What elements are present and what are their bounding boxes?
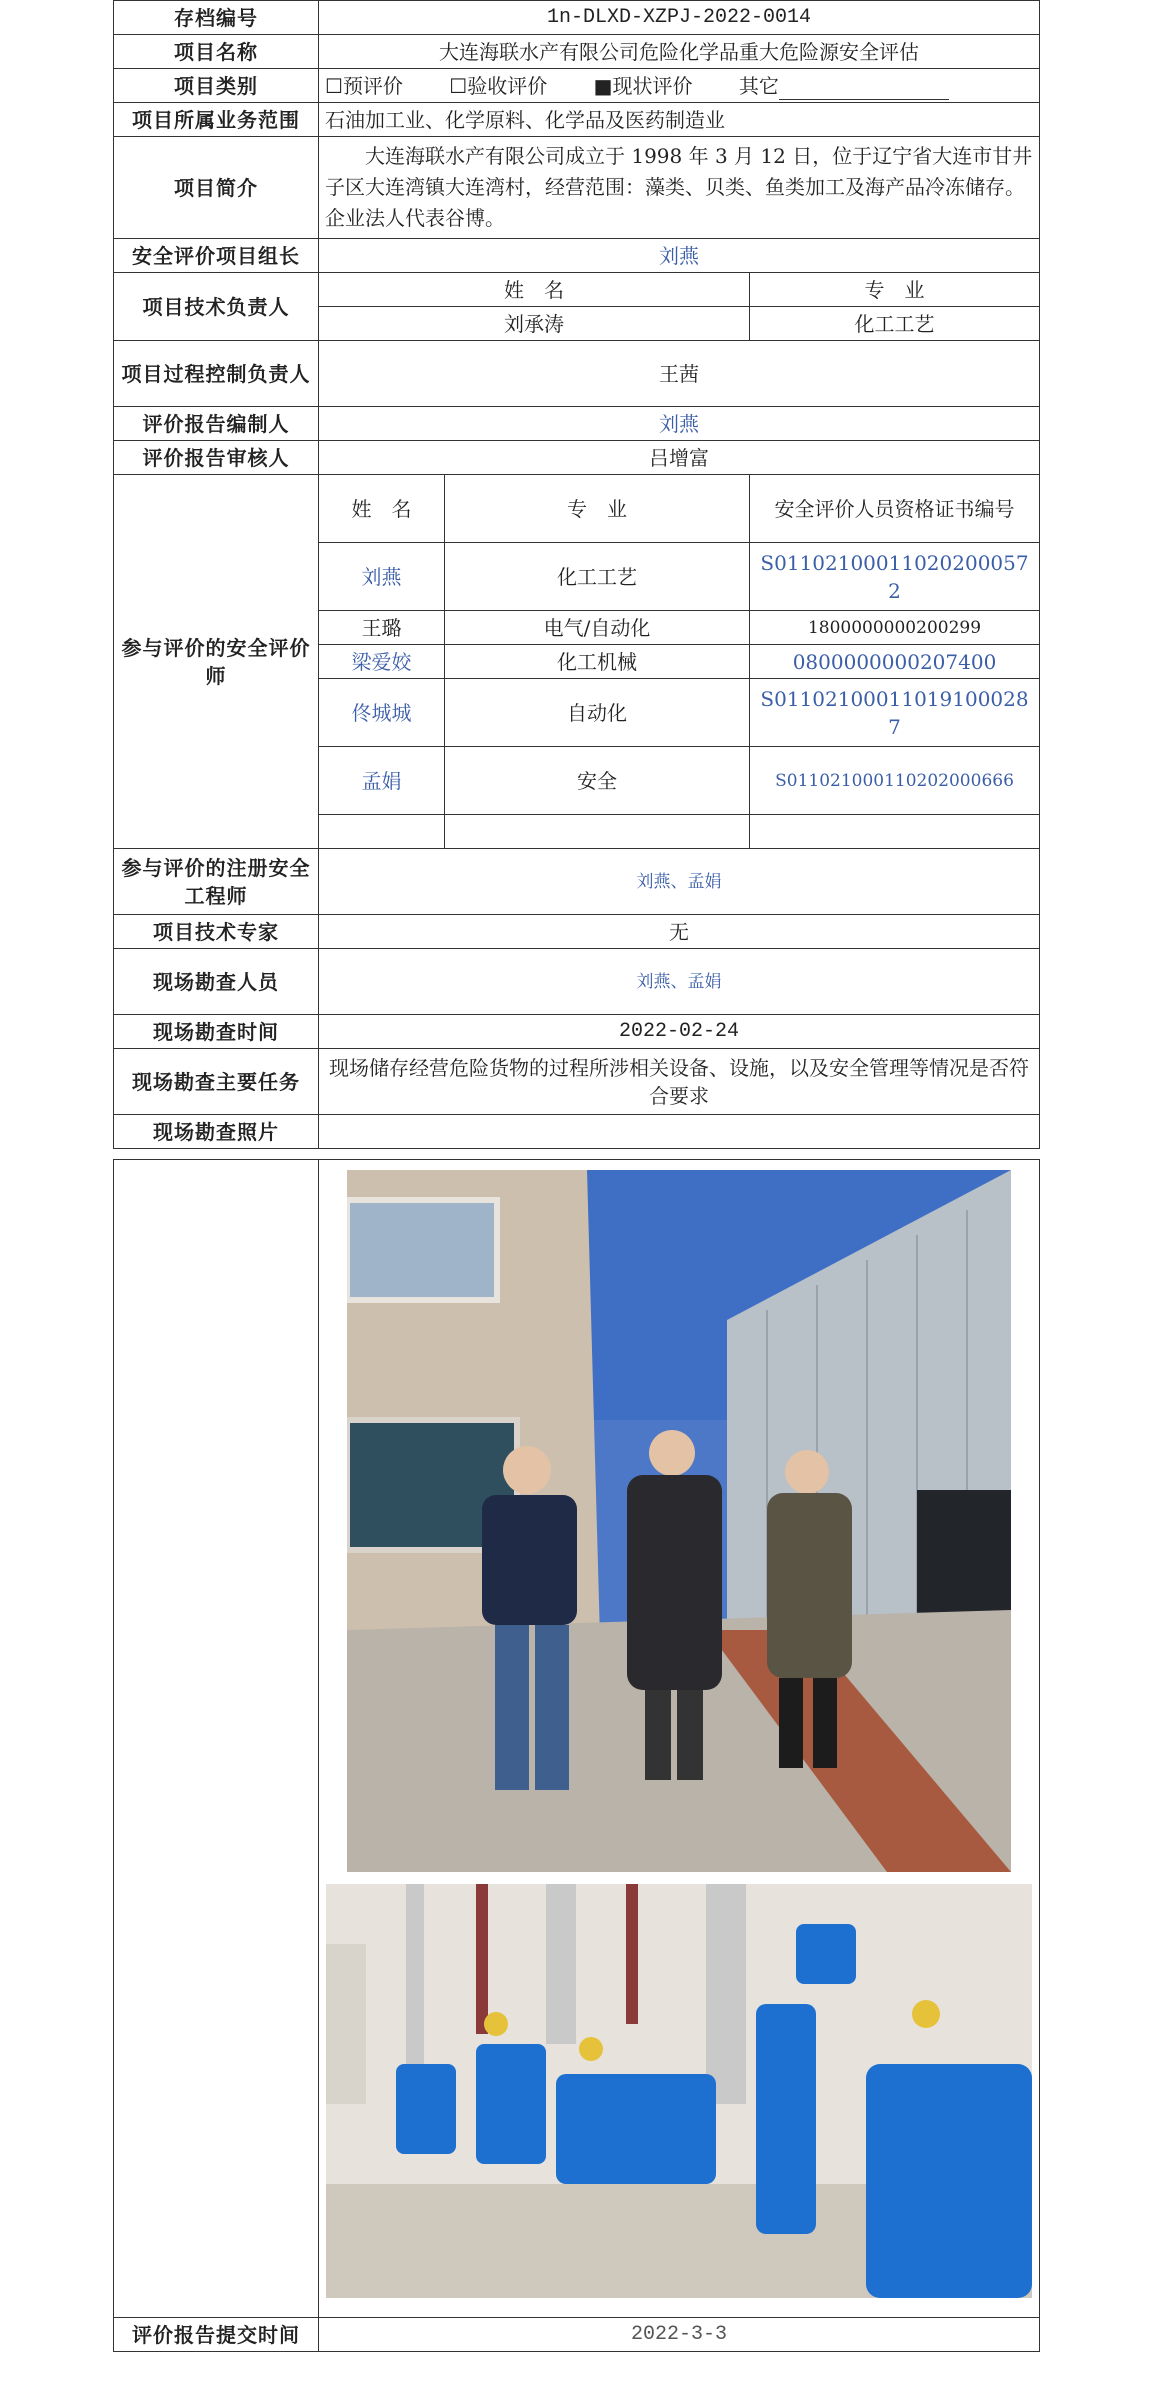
- site-photos-label: 现场勘查照片: [114, 1115, 319, 1149]
- tech-lead-name-header: 姓 名: [319, 273, 750, 307]
- row-report-reviewer: [114, 441, 1040, 475]
- site-staff-value: 刘燕、孟娟: [319, 949, 1040, 1015]
- report-author-label: 评价报告编制人: [114, 407, 319, 441]
- row-project-name: [114, 35, 1040, 69]
- report-reviewer-value: 吕增富: [319, 441, 1040, 475]
- option-pre-evaluation-label: 预评价: [342, 73, 403, 98]
- option-acceptance-evaluation[interactable]: [449, 72, 547, 100]
- assessors-major-header: 专 业: [445, 475, 750, 543]
- site-task-value: 现场储存经营危险货物的过程所涉相关设备、设施，以及安全管理等情况是否符合要求: [319, 1049, 1040, 1115]
- process-control-value: 王茜: [319, 341, 1040, 407]
- refrigeration-compressor-room-photo: [326, 1884, 1032, 2298]
- tech-lead-name: 刘承涛: [319, 307, 750, 341]
- business-scope-value: 石油加工业、化学原料、化学品及医药制造业: [319, 103, 1040, 137]
- row-site-task: [114, 1049, 1040, 1115]
- site-visit-group-photo: [347, 1170, 1011, 1872]
- archive-no-value: 1n-DLXD-XZPJ-2022-0014: [319, 1, 1040, 35]
- archive-no-label: 存档编号: [114, 1, 319, 35]
- row-photos: [114, 1160, 1040, 2318]
- row-report-author: [114, 407, 1040, 441]
- checkbox-empty-icon: ☐: [325, 73, 343, 98]
- assessors-label: 参与评价的安全评价师: [114, 475, 319, 849]
- checkbox-empty-icon: ☐: [449, 73, 468, 98]
- row-team-leader: [114, 239, 1040, 273]
- site-time-value: 2022-02-24: [319, 1015, 1040, 1049]
- report-reviewer-label: 评价报告审核人: [114, 441, 319, 475]
- assessor-cert: S011021000110191000287: [750, 679, 1040, 747]
- site-staff-label: 现场勘查人员: [114, 949, 319, 1015]
- option-other[interactable]: [739, 74, 949, 98]
- row-project-type: [114, 69, 1040, 103]
- intro-label: 项目简介: [114, 137, 319, 239]
- tech-lead-label: 项目技术负责人: [114, 273, 319, 341]
- evaluation-record-sheet: [113, 0, 1039, 2352]
- process-control-label: 项目过程控制负责人: [114, 341, 319, 407]
- intro-value: 大连海联水产有限公司成立于 1998 年 3 月 12 日，位于辽宁省大连市甘井子区大连湾镇大连湾村，经营范围：藻类、贝类、鱼类加工及海产品冷冻储存。企业法人代表谷博。: [319, 137, 1040, 239]
- row-site-time: [114, 1015, 1040, 1049]
- row-business-scope: [114, 103, 1040, 137]
- assessor-cert: 0800000000207400: [750, 645, 1040, 679]
- site-photos-empty: [319, 1115, 1040, 1149]
- assessor-major: 电气/自动化: [445, 611, 750, 645]
- info-table: [113, 0, 1040, 1149]
- assessor-cert: 1800000000200299: [750, 611, 1040, 645]
- business-scope-label: 项目所属业务范围: [114, 103, 319, 137]
- option-current-evaluation-label: 现状评价: [612, 73, 693, 98]
- other-underline: [779, 79, 949, 100]
- assessor-major: 化工机械: [445, 645, 750, 679]
- row-process-control: [114, 341, 1040, 407]
- tech-expert-label: 项目技术专家: [114, 915, 319, 949]
- team-leader-label: 安全评价项目组长: [114, 239, 319, 273]
- project-name-value: 大连海联水产有限公司危险化学品重大危险源安全评估: [319, 35, 1040, 69]
- option-other-label: 其它: [738, 73, 779, 98]
- assessor-major: 安全: [445, 747, 750, 815]
- assessor-major: 化工工艺: [445, 543, 750, 611]
- compressor-photo-image: [326, 1884, 1032, 2298]
- row-assessors-header: [114, 475, 1040, 543]
- team-leader-value: 刘燕: [319, 239, 1040, 273]
- row-safety-engineers: [114, 849, 1040, 915]
- assessor-name: 王璐: [319, 611, 445, 645]
- site-time-label: 现场勘查时间: [114, 1015, 319, 1049]
- project-type-label: 项目类别: [114, 69, 319, 103]
- project-name-label: 项目名称: [114, 35, 319, 69]
- assessor-name: 梁爱姣: [319, 645, 445, 679]
- assessor-major: 自动化: [445, 679, 750, 747]
- group-photo-image: [347, 1170, 1011, 1872]
- row-tech-lead-header: [114, 273, 1040, 307]
- row-site-staff: [114, 949, 1040, 1015]
- project-type-options: [319, 69, 1040, 103]
- photo-table: [113, 1159, 1040, 2352]
- submit-time-label: 评价报告提交时间: [114, 2318, 319, 2352]
- submit-time-value: 2022-3-3: [319, 2318, 1040, 2352]
- assessor-cert: [750, 815, 1040, 849]
- option-pre-evaluation[interactable]: [325, 72, 403, 100]
- assessor-cert: S011021000110202000572: [750, 543, 1040, 611]
- assessor-major: [445, 815, 750, 849]
- option-acceptance-evaluation-label: 验收评价: [467, 73, 548, 98]
- tech-lead-major: 化工工艺: [750, 307, 1040, 341]
- row-site-photos: [114, 1115, 1040, 1149]
- safety-engineers-label: 参与评价的注册安全工程师: [114, 849, 319, 915]
- assessor-name: [319, 815, 445, 849]
- photos-cell: [319, 1160, 1040, 2318]
- tech-lead-major-header: 专 业: [750, 273, 1040, 307]
- row-archive-no: [114, 1, 1040, 35]
- row-tech-expert: [114, 915, 1040, 949]
- safety-engineers-value: 刘燕、孟娟: [319, 849, 1040, 915]
- site-task-label: 现场勘查主要任务: [114, 1049, 319, 1115]
- report-author-value: 刘燕: [319, 407, 1040, 441]
- checkbox-checked-icon: ■: [593, 73, 613, 98]
- assessor-name: 佟城城: [319, 679, 445, 747]
- assessor-name: 刘燕: [319, 543, 445, 611]
- assessors-cert-header: 安全评价人员资格证书编号: [750, 475, 1040, 543]
- assessor-cert: S011021000110202000666: [750, 747, 1040, 815]
- tech-expert-value: 无: [319, 915, 1040, 949]
- row-submit-time: [114, 2318, 1040, 2352]
- photo-label-cell-empty: [114, 1160, 319, 2318]
- assessors-name-header: 姓 名: [319, 475, 445, 543]
- row-intro: [114, 137, 1040, 239]
- option-current-evaluation[interactable]: [594, 72, 693, 100]
- assessor-name: 孟娟: [319, 747, 445, 815]
